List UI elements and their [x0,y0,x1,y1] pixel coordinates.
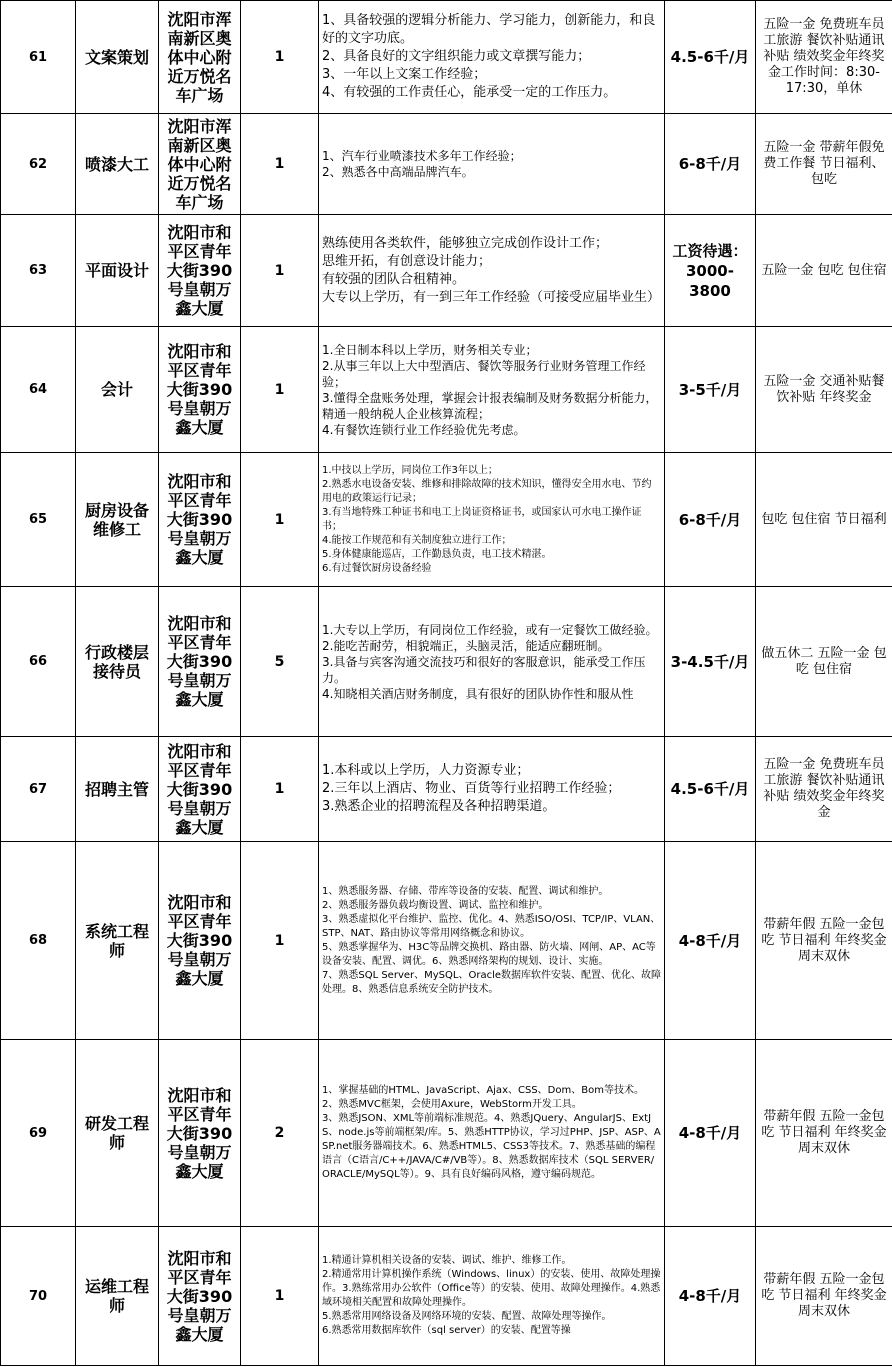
salary: 4-8千/月 [665,1227,756,1366]
job-requirements: 1.中技以上学历，同岗位工作3年以上； 2.熟悉水电设备安装、维修和排除故障的技术知识，懂得安全用水电、节约用电的政策运行记录； 3.有当地特殊工种证书和电工上岗证资格证书，或国家认可水电工操作证书； 4.能按工作规范和有关制度独立进行工作； 5.身体健康能巡店，工作勤恳负责，电工技术精湛。 6.有过餐饮厨房设备经验 [319,453,665,587]
headcount: 1 [241,114,319,215]
table-row [1,453,892,587]
job-requirements: 1.本科或以上学历，人力资源专业； 2.三年以上酒店、物业、百货等行业招聘工作经验； 3.熟悉企业的招聘流程及各种招聘渠道。 [319,737,665,842]
job-requirements: 1、具备较强的逻辑分析能力、学习能力，创新能力，和良好的文字功底。 2、具备良好的文字组织能力或文章撰写能力； 3、一年以上文案工作经验； 4、有较强的工作责任心，能承受一定的工作压力。 [319,1,665,114]
salary: 4-8千/月 [665,842,756,1040]
row-number: 62 [1,114,76,215]
table-row [1,114,892,215]
row-number: 68 [1,842,76,1040]
job-requirements: 熟练使用各类软件，能够独立完成创作设计工作； 思维开拓，有创意设计能力； 有较强的团队合租精神。 大专以上学历，有一到三年工作经验（可接受应届毕业生） [319,215,665,327]
row-number: 70 [1,1227,76,1366]
salary: 6-8千/月 [665,453,756,587]
benefits: 五险一金 免费班车员工旅游 餐饮补贴通讯补贴 绩效奖金年终奖金 [756,737,892,842]
salary: 工资待遇：3000-3800 [665,215,756,327]
row-number: 63 [1,215,76,327]
benefits: 五险一金 免费班车员工旅游 餐饮补贴通讯补贴 绩效奖金年终奖金工作时间：8:30-17:30，单休 [756,1,892,114]
job-requirements: 1、熟悉服务器、存储、带库等设备的安装、配置、调试和维护。 2、熟悉服务器负载均衡设置、调试、监控和维护。 3、熟悉虚拟化平台维护、监控、优化。4、熟悉ISO/OSI、TCP/IP、VLAN、STP、NAT、路由协议等常用网络概念和协议。 5、熟悉掌握华为、H3C等品牌交换机、路由器、防火墙、网闸、AP、AC等设备安装、配置、调优。6、熟悉网络架构的规划、设计、实施。 7、熟悉SQL Server、MySQL、Oracle数据库软件安装、配置、优化、故障处理。8、熟悉信息系统安全防护技术。 [319,842,665,1040]
row-number: 65 [1,453,76,587]
benefits: 带薪年假 五险一金包吃 节日福利 年终奖金 周末双休 [756,842,892,1040]
work-address: 沈阳市浑南新区奥体中心附近万悦名车广场 [159,1,241,114]
job-requirements: 1、汽车行业喷漆技术多年工作经验； 2、熟悉各中高端品牌汽车。 [319,114,665,215]
benefits: 做五休二 五险一金 包吃 包住宿 [756,587,892,737]
work-address: 沈阳市和平区青年大街390号皇朝万鑫大厦 [159,842,241,1040]
work-address: 沈阳市和平区青年大街390号皇朝万鑫大厦 [159,327,241,453]
table-row [1,327,892,453]
headcount: 1 [241,453,319,587]
work-address: 沈阳市和平区青年大街390号皇朝万鑫大厦 [159,587,241,737]
benefits: 五险一金 包吃 包住宿 [756,215,892,327]
position-title: 平面设计 [76,215,159,327]
row-number: 66 [1,587,76,737]
table-row [1,1,892,114]
headcount: 1 [241,842,319,1040]
position-title: 系统工程师 [76,842,159,1040]
benefits: 五险一金 交通补贴餐饮补贴 年终奖金 [756,327,892,453]
position-title: 厨房设备维修工 [76,453,159,587]
headcount: 1 [241,1227,319,1366]
job-requirements: 1.全日制本科以上学历，财务相关专业； 2.从事三年以上大中型酒店、餐饮等服务行业财务管理工作经验； 3.懂得全盘账务处理，掌握会计报表编制及财务数据分析能力，精通一般纳税人企业核算流程； 4.有餐饮连锁行业工作经验优先考虑。 [319,327,665,453]
table-row [1,215,892,327]
headcount: 1 [241,737,319,842]
position-title: 研发工程师 [76,1040,159,1227]
table-row [1,737,892,842]
work-address: 沈阳市和平区青年大街390号皇朝万鑫大厦 [159,215,241,327]
row-number: 64 [1,327,76,453]
benefits: 带薪年假 五险一金包吃 节日福利 年终奖金 周末双休 [756,1227,892,1366]
work-address: 沈阳市和平区青年大街390号皇朝万鑫大厦 [159,453,241,587]
table-row [1,842,892,1040]
salary: 3-5千/月 [665,327,756,453]
salary: 4.5-6千/月 [665,1,756,114]
row-number: 61 [1,1,76,114]
job-requirements: 1、掌握基础的HTML、JavaScript、Ajax、CSS、Dom、Bom等技术。 2、熟悉MVC框架，会使用Axure，WebStorm开发工具。 3、熟悉JSON、XML等前端标准规范。4、熟悉JQuery、AngularJS、ExtJS、node.js等前端框架/库。5、熟悉HTTP协议，学习过PHP、JSP、ASP、ASP.net服务器端技术。6、熟悉HTML5、CSS3等技术。7、熟悉基础的编程语言（C语言/C++/JAVA/C#/VB等）。8、熟悉数据库技术（SQL SERVER/ORACLE/MySQL等）。9、具有良好编码风格，遵守编码规范。 [319,1040,665,1227]
benefits: 五险一金 带薪年假免费工作餐 节日福利、包吃 [756,114,892,215]
position-title: 会计 [76,327,159,453]
salary: 3-4.5千/月 [665,587,756,737]
headcount: 1 [241,1,319,114]
salary: 4.5-6千/月 [665,737,756,842]
table-row [1,1227,892,1366]
salary: 4-8千/月 [665,1040,756,1227]
headcount: 5 [241,587,319,737]
job-requirements: 1.精通计算机相关设备的安装、调试、维护、维修工作。 2.精通常用计算机操作系统（Windows、linux）的安装、使用、故障处理操作。3.熟练常用办公软件（Office等）的安装、使用、故障处理操作。4.熟悉域环境相关配置和故障处理操作。 5.熟悉常用网络设备及网络环境的安装、配置、故障处理等操作。 6.熟悉常用数据库软件（sql server）的安装、配置等操 [319,1227,665,1366]
benefits: 包吃 包住宿 节日福利 [756,453,892,587]
position-title: 行政楼层接待员 [76,587,159,737]
benefits: 带薪年假 五险一金包吃 节日福利 年终奖金 周末双休 [756,1040,892,1227]
work-address: 沈阳市和平区青年大街390号皇朝万鑫大厦 [159,1227,241,1366]
position-title: 运维工程师 [76,1227,159,1366]
work-address: 沈阳市和平区青年大街390号皇朝万鑫大厦 [159,1040,241,1227]
job-requirements: 1.大专以上学历，有同岗位工作经验，或有一定餐饮工做经验。 2.能吃苦耐劳，相貌端正，头脑灵活，能适应翻班制。 3.具备与宾客沟通交流技巧和很好的客服意识，能承受工作压力。 4.知晓相关酒店财务制度，具有很好的团队协作性和服从性 [319,587,665,737]
headcount: 1 [241,215,319,327]
table-row [1,587,892,737]
salary: 6-8千/月 [665,114,756,215]
row-number: 69 [1,1040,76,1227]
row-number: 67 [1,737,76,842]
headcount: 1 [241,327,319,453]
work-address: 沈阳市浑南新区奥体中心附近万悦名车广场 [159,114,241,215]
work-address: 沈阳市和平区青年大街390号皇朝万鑫大厦 [159,737,241,842]
position-title: 喷漆大工 [76,114,159,215]
headcount: 2 [241,1040,319,1227]
table-row [1,1040,892,1227]
position-title: 招聘主管 [76,737,159,842]
position-title: 文案策划 [76,1,159,114]
